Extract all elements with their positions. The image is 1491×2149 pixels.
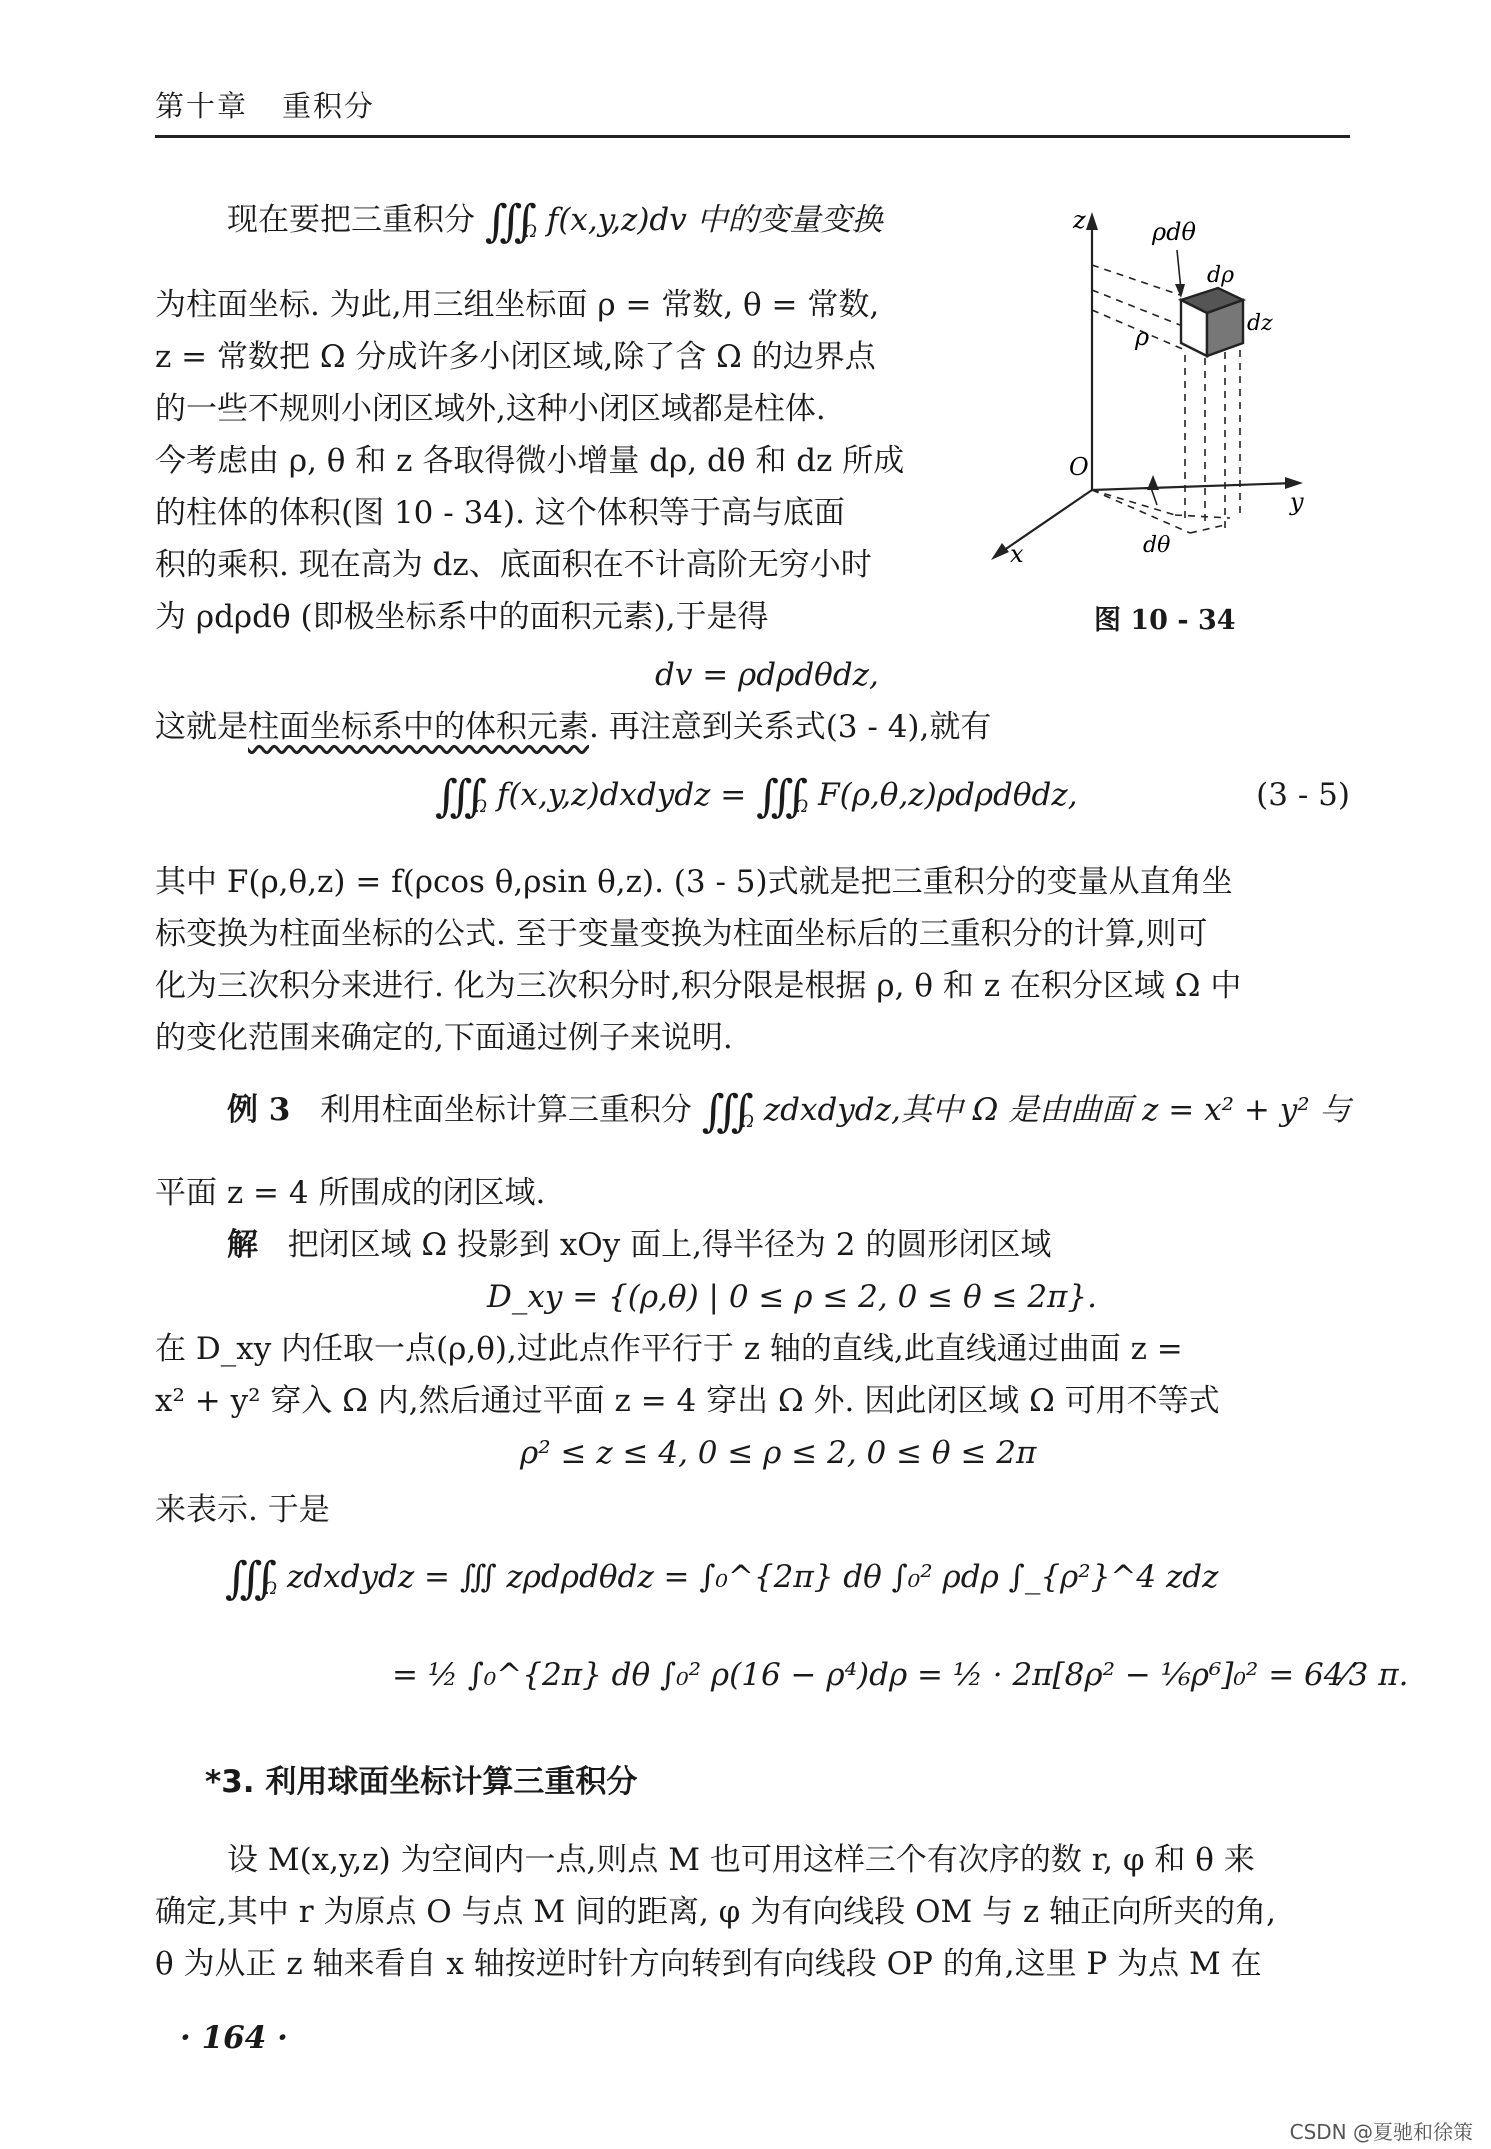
calc-line-2: = ½ ∫₀^{2π} dθ ∫₀² ρ(16 − ρ⁴)dρ = ½ · 2π[8ρ² − ⅙ρ⁶]₀² = 64⁄3 π. [392,1657,1409,1693]
example-3-line-1: 例 3 利用柱面坐标计算三重积分 $∭_\Omega$ zdxdydz,其中 Ω 是由曲面 z = x² + y² 与 [227,1086,1351,1137]
header-rule [155,135,1350,138]
inequality-line: ρ² ≤ z ≤ 4, 0 ≤ ρ ≤ 2, 0 ≤ θ ≤ 2π [520,1435,1037,1471]
solution-line-1: 解 把闭区域 Ω 投影到 xOy 面上,得半径为 2 的圆形闭区域 [227,1227,1052,1263]
para2-line-1: 其中 F(ρ,θ,z) = f(ρcos θ,ρsin θ,z). (3 - 5)式就是把三重积分的变量从直角坐 [155,864,1233,900]
calc-line-1: $∭_\Omega$ zdxdydz = ∭ zρdρdθdz = ∫₀^{2π} dθ ∫₀² ρdρ ∫_{ρ²}^4 zdz [225,1553,1219,1604]
equation-number: (3 - 5) [1256,777,1350,813]
y-axis [1092,483,1295,490]
running-header [155,84,375,125]
page-number: · 164 · [180,2020,288,2056]
solution-para-line-2: x² + y² 穿入 Ω 内,然后通过平面 z = 4 穿出 Ω 外. 因此闭区域 Ω 可用不等式 [155,1383,1220,1419]
equation-dxy: D_xy = {(ρ,θ) | 0 ≤ ρ ≤ 2, 0 ≤ θ ≤ 2π}. [487,1279,1098,1315]
fig-label-y: y [1290,488,1304,516]
intro-line-4: 的一些不规则小闭区域外,这种小闭区域都是柱体. [155,391,826,427]
fig-label-x: x [1010,540,1024,568]
solution-so-line: 来表示. 于是 [155,1492,330,1528]
fig-label-origin: O [1069,453,1089,481]
triple-integral-symbol: ∭ [484,196,523,247]
chapter-label: 第十章 [155,89,249,123]
example-label: 例 3 [227,1092,291,1128]
para3-line-2: 确定,其中 r 为原点 O 与点 M 间的距离, φ 为有向线段 OM 与 z 轴正向所夹的角, [155,1894,1276,1930]
fig-label-z: z [1073,206,1086,234]
intro-line-8: 为 ρdρdθ (即极坐标系中的面积元素),于是得 [155,599,769,635]
para2-line-4: 的变化范围来确定的,下面通过例子来说明. [155,1020,733,1056]
section-label: 重积分 [282,89,376,123]
solution-label: 解 [227,1227,258,1263]
watermark: CSDN @夏驰和徐策 [1289,2120,1473,2144]
fig-label-dtheta: dθ [1143,533,1171,558]
para3-line-1: 设 M(x,y,z) 为空间内一点,则点 M 也可用这样三个有次序的数 r, φ 和 θ 来 [227,1842,1255,1878]
fig-label-rho-dtheta: ρdθ [1152,218,1196,246]
volume-element-block [1181,288,1243,356]
figure-caption: 图 10 - 34 [1094,605,1236,636]
fig-label-drho: dρ [1207,263,1235,288]
fig-label-rho: ρ [1135,323,1150,351]
intro-line-7: 积的乘积. 现在高为 dz、底面积在不计高阶无穷小时 [155,547,872,583]
solution-para-line-1: 在 D_xy 内任取一点(ρ,θ),过此点作平行于 z 轴的直线,此直线通过曲面 z = [155,1331,1183,1367]
intro-line-1: 现在要把三重积分 $∭_\Omega$ f(x,y,z)dv 中的变量变换 [227,196,883,247]
figure-10-34 [985,200,1325,570]
volume-element-line: 这就是柱面坐标系中的体积元素. 再注意到关系式(3 - 4),就有 [155,709,992,745]
intro-line-5: 今考虑由 ρ, θ 和 z 各取得微小增量 dρ, dθ 和 dz 所成 [155,443,905,479]
fig-label-dz: dz [1247,311,1273,336]
para2-line-2: 标变换为柱面坐标的公式. 至于变量变换为柱面坐标后的三重积分的计算,则可 [155,916,1208,952]
intro-line-2: 为柱面坐标. 为此,用三组坐标面 ρ = 常数, θ = 常数, [155,287,880,323]
example-3-line-2: 平面 z = 4 所围成的闭区域. [155,1175,546,1211]
volume-element-emphasis: 柱面坐标系中的体积元素 [248,709,589,745]
para2-line-3: 化为三次积分来进行. 化为三次积分时,积分限是根据 ρ, θ 和 z 在积分区域 Ω 中 [155,968,1242,1004]
intro-line-6: 的柱体的体积(图 10 - 34). 这个体积等于高与底面 [155,495,845,531]
equation-dv: dv = ρdρdθdz, [655,657,879,693]
section-3-heading: *3. 利用球面坐标计算三重积分 [205,1764,638,1800]
intro-line-3: z = 常数把 Ω 分成许多小闭区域,除了含 Ω 的边界点 [155,339,876,375]
para3-line-3: θ 为从正 z 轴来看自 x 轴按逆时针方向转到有向线段 OP 的角,这里 P 为点 M 在 [155,1946,1262,1982]
